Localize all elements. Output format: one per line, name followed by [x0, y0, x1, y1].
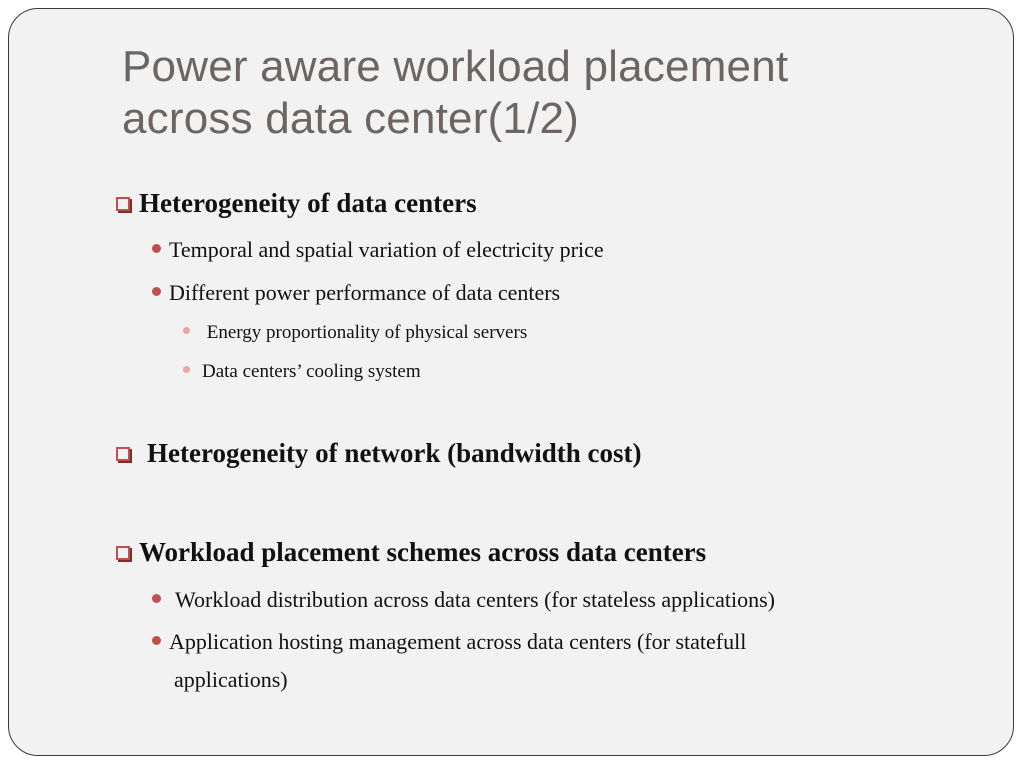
bullet-workload-placement-schemes	[116, 537, 706, 568]
sub-sub-bullet-text: Data centers’ cooling system	[202, 361, 421, 382]
checkbox-bullet-icon	[116, 447, 130, 461]
sub-bullet-application-hosting-continued	[174, 667, 288, 693]
bullet-dot-icon	[152, 594, 161, 603]
sub-bullet-text: Different power performance of data centers	[169, 280, 561, 305]
bullet-heterogeneity-data-centers	[116, 188, 477, 219]
sub-bullet-workload-distribution	[152, 587, 775, 613]
sub-bullet-electricity-price	[152, 237, 604, 263]
sub-bullet-text-continued: applications)	[174, 667, 288, 692]
sub-bullet-text: Application hosting management across data centers (for statefull	[169, 629, 747, 654]
checkbox-bullet-icon	[116, 546, 130, 560]
bullet-text: Workload placement schemes across data centers	[139, 537, 707, 567]
sub-bullet-text: Workload distribution across data centers (for stateless applications)	[175, 587, 775, 612]
slide-title-line-2: across data center(1/2)	[122, 94, 580, 143]
bullet-dot-icon	[152, 636, 161, 645]
bullet-dot-small-icon	[183, 366, 190, 373]
sub-sub-bullet-text: Energy proportionality of physical servers	[202, 322, 528, 343]
sub-bullet-application-hosting	[152, 629, 746, 655]
bullet-dot-icon	[152, 287, 161, 296]
bullet-heterogeneity-network	[116, 438, 641, 469]
bullet-dot-small-icon	[183, 327, 190, 334]
slide-title-line-1: Power aware workload placement	[122, 42, 789, 91]
bullet-dot-icon	[152, 244, 161, 253]
checkbox-bullet-icon	[116, 197, 130, 211]
bullet-text: Heterogeneity of network (bandwidth cost)	[147, 438, 642, 468]
sub-bullet-text: Temporal and spatial variation of electricity price	[169, 237, 604, 262]
slide-title	[122, 41, 788, 145]
sub-sub-bullet-energy-proportionality	[183, 322, 527, 344]
sub-sub-bullet-cooling-system	[183, 361, 421, 383]
bullet-text: Heterogeneity of data centers	[139, 188, 477, 218]
sub-bullet-power-performance	[152, 280, 560, 306]
